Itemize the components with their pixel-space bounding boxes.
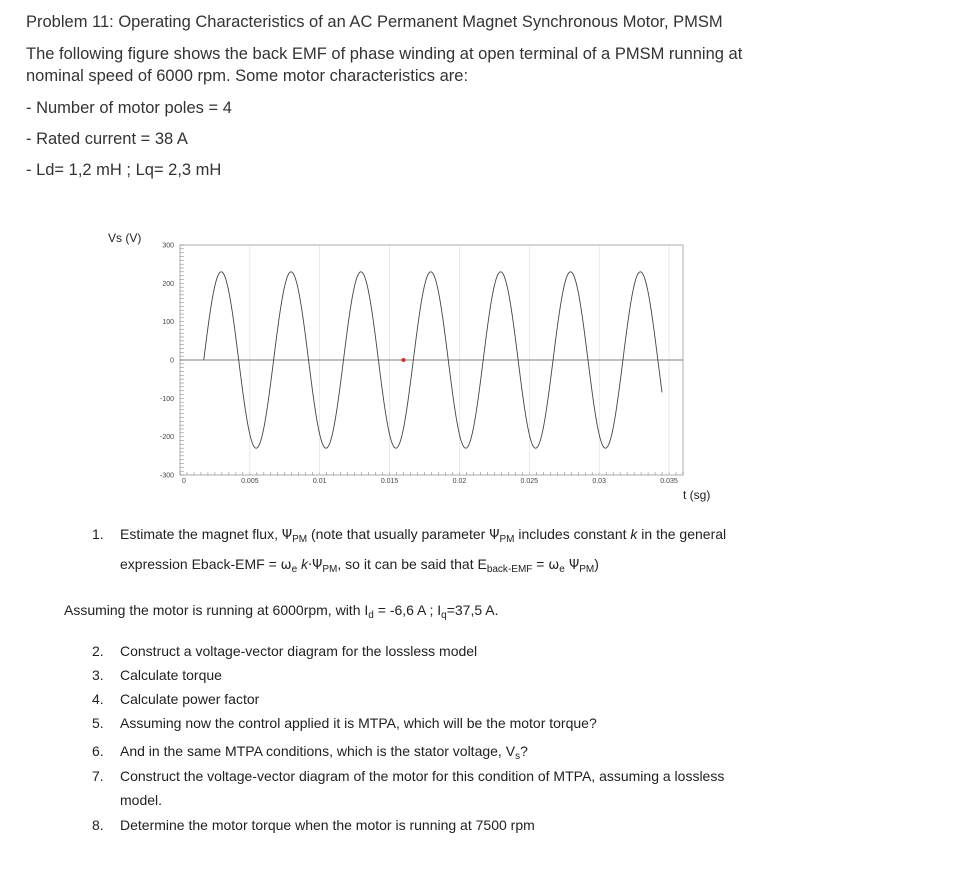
assume-text-a: Assuming the motor is running at 6000rpm, with I (64, 602, 369, 618)
x-tick-label: 0.03 (592, 478, 606, 485)
q-subscript: q (441, 610, 447, 621)
question-3 (92, 666, 952, 686)
e-subscript: e (291, 564, 298, 575)
pm-subscript-3: PM (322, 564, 338, 575)
s-subscript: s (515, 751, 521, 762)
back-emf-chart (100, 225, 740, 515)
psi-symbol: Ψ (281, 528, 293, 543)
e-subscript-2: e (559, 564, 565, 575)
y-tick-label: -200 (159, 434, 174, 442)
emf-subscript: -EMF (507, 564, 533, 575)
q1-text-e: expression Eback-EMF = (120, 556, 281, 572)
dot-psi-symbol: ·Ψ (308, 558, 323, 573)
x-tick-label: 0.035 (660, 478, 678, 485)
x-tick-label: 0.01 (312, 478, 327, 485)
question-6-number: 6. (92, 743, 104, 759)
question-8-text: Determine the motor torque when the motor is running at 7500 rpm (120, 817, 535, 833)
question-7-line-1 (92, 767, 952, 787)
q1-text-d: in the general (637, 526, 727, 542)
y-tick-label: 300 (162, 242, 174, 250)
question-7-line-2 (92, 791, 952, 811)
question-4-number: 4. (92, 691, 104, 707)
y-tick-label: -100 (159, 395, 174, 403)
x-tick-label: 0.015 (380, 478, 399, 485)
question-2 (92, 642, 952, 662)
x-tick-label: 0.025 (520, 478, 539, 485)
x-tick-label: 0.02 (452, 478, 467, 485)
q1-text-b: (note that usually parameter (307, 526, 490, 542)
intro-line-2: nominal speed of 6000 rpm. Some motor characteristics are: (26, 67, 469, 85)
question-2-text: Construct a voltage-vector diagram for the lossless model (120, 643, 478, 659)
question-5 (92, 714, 952, 734)
question-1-line-1 (92, 525, 952, 545)
question-4-text: Calculate power factor (120, 691, 260, 707)
k-symbol-2: k (297, 556, 309, 572)
psi-symbol-2: Ψ (489, 528, 500, 543)
question-7-number: 7. (92, 768, 104, 784)
y-axis-label: Vs (V) (108, 231, 142, 245)
question-1-number: 1. (92, 526, 104, 542)
omega-symbol-2: ω (548, 558, 560, 573)
pm-subscript-4: PM (579, 564, 595, 575)
question-7-text-2: model. (120, 792, 163, 808)
assumption-line (64, 601, 499, 619)
question-8-number: 8. (92, 817, 104, 833)
characteristic-inductance: - Ld= 1,2 mH ; Lq= 2,3 mH (26, 161, 222, 179)
q1-text-a: Estimate the magnet flux, (120, 526, 282, 542)
x-tick-label: 0 (182, 478, 186, 485)
assume-text-b: = -6,6 A ; I (373, 602, 442, 618)
pm-subscript-2: PM (499, 534, 515, 545)
question-2-number: 2. (92, 643, 104, 659)
back-subscript: back (486, 564, 508, 575)
problem-title: Problem 11: Operating Characteristics of an AC Permanent Magnet Synchronous Motor, PMSM (26, 13, 723, 31)
question-7-text-1: Construct the voltage-vector diagram of the motor for this condition of MTPA, assuming a lossless (120, 768, 725, 784)
q1-equals: = (532, 556, 549, 572)
omega-symbol: ω (280, 558, 292, 573)
q1-close-paren: ) (594, 556, 599, 572)
question-3-number: 3. (92, 667, 104, 683)
question-6-mark: ? (520, 743, 528, 759)
pm-subscript: PM (292, 534, 308, 545)
y-tick-label: 0 (170, 357, 174, 365)
question-6-text: And in the same MTPA conditions, which is the stator voltage, V (120, 743, 516, 759)
psi-symbol-4: Ψ (564, 558, 580, 573)
x-axis-label: t (sg) (683, 488, 711, 502)
characteristic-current: - Rated current = 38 A (26, 130, 188, 148)
assume-text-c: =37,5 A. (446, 602, 499, 618)
question-5-text: Assuming now the control applied it is MTPA, which will be the motor torque? (120, 715, 597, 731)
intro-line-1: The following figure shows the back EMF of phase winding at open terminal of a PMSM running at (26, 45, 743, 63)
q1-text-c: includes constant (514, 526, 631, 542)
y-tick-label: 200 (162, 280, 174, 288)
question-4 (92, 690, 952, 710)
question-6 (92, 742, 952, 762)
question-3-text: Calculate torque (120, 667, 222, 683)
y-tick-label: 100 (162, 319, 174, 327)
question-5-number: 5. (92, 715, 104, 731)
x-tick-label: 0.005 (241, 478, 259, 485)
back-emf-chart-svg (100, 225, 740, 515)
data-marker (402, 358, 406, 362)
question-8 (92, 816, 952, 836)
d-subscript: d (368, 610, 374, 621)
k-symbol: k (630, 526, 638, 542)
y-tick-label: -300 (159, 472, 174, 480)
q1-text-f: , so it can be said that E (337, 556, 487, 572)
characteristic-poles: - Number of motor poles = 4 (26, 99, 232, 117)
question-1-line-2 (92, 555, 952, 575)
